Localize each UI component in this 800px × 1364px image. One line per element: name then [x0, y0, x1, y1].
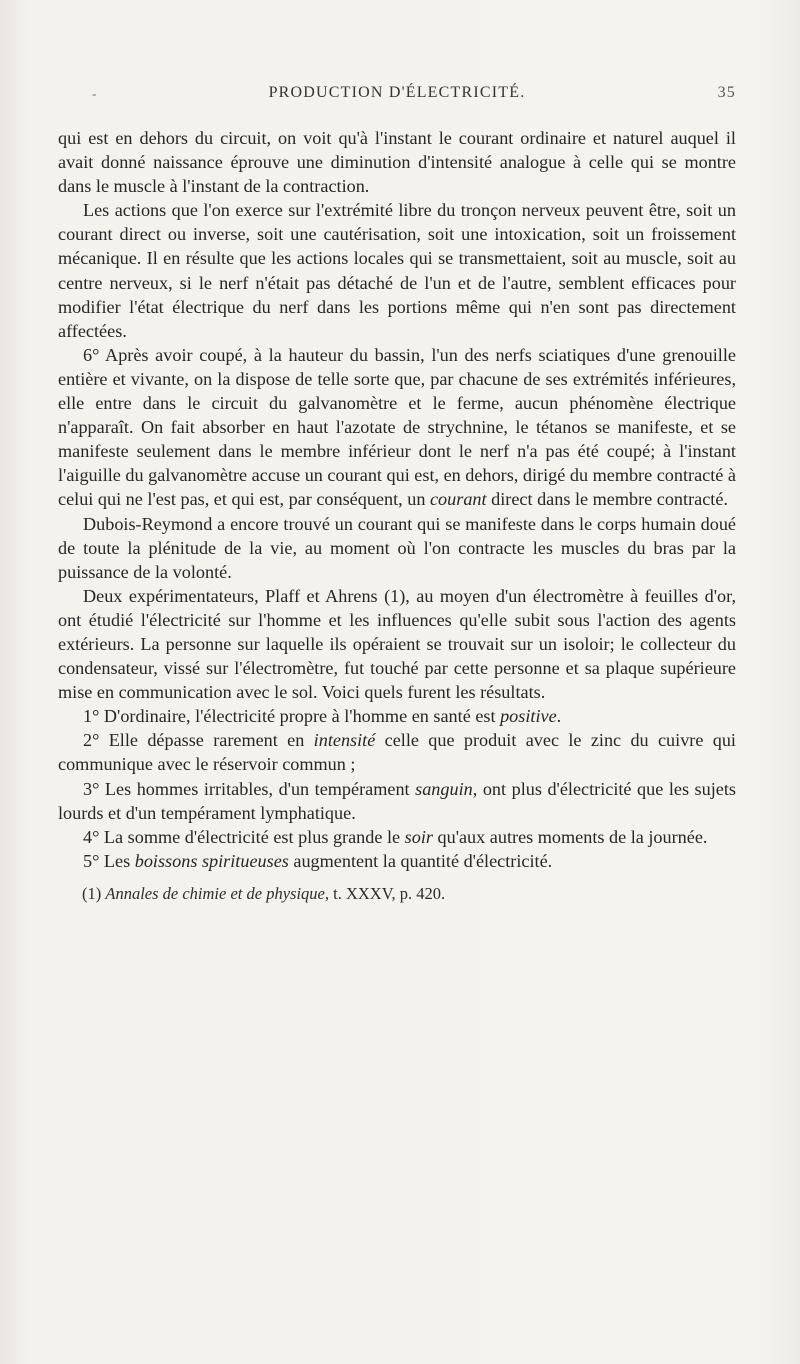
page-number: 35: [717, 84, 736, 101]
header-mark: -: [92, 86, 98, 101]
text-run: celle que produit avec le zinc du cuivre qui communique avec le réservoir commun ;: [58, 730, 736, 775]
italic-run: intensité: [313, 730, 376, 751]
text-run: augmentent la quantité d'électricité.: [288, 850, 553, 871]
paragraph: [58, 849, 736, 873]
italic-run: positive: [500, 706, 557, 727]
italic-run: boissons spiritueuses: [134, 850, 289, 871]
paragraph: [58, 777, 736, 825]
italic-run: sanguin: [415, 778, 473, 799]
text-run: 1° D'ordinaire, l'électricité propre à l'homme en santé est: [83, 706, 501, 727]
running-header: [58, 84, 736, 116]
footnote-marker: (1): [82, 883, 106, 903]
text-run: .: [556, 706, 562, 727]
paragraph: [58, 198, 736, 343]
text-run: 2° Elle dépasse rarement en: [83, 730, 314, 751]
running-title: PRODUCTION D'ÉLECTRICITÉ.: [268, 84, 526, 101]
text-run: Les actions que l'on exerce sur l'extrémité libre du tronçon nerveux peuvent être, soit un courant direct ou inverse, soit une cautérisation, soit une intoxication, soit un froissement mécanique. Il en résulte que les actions locales qui se transmettaient, soit au muscle, soit au centre nerveux, si le nerf n'était pas détaché de l'un et de l'autre, semblent efficaces pour modifier l'état électrique du nerf dans les portions même qui n'en sont pas directement affectées.: [58, 200, 736, 341]
paragraph: [58, 512, 736, 584]
text-run: 6° Après avoir coupé, à la hauteur du bassin, l'un des nerfs sciatiques d'une grenouille entière et vivante, on la dispose de telle sorte que, par chacune de ses extrémités inférieures, elle entre dans le circuit du galvanomètre et le ferme, aucun phénomène électrique n'apparaît. On fait absorber en haut l'azotate de strychnine, le tétanos se manifeste, et se manifeste seulement dans le membre inférieur dont le nerf n'a pas été coupé; à l'instant l'aiguille du galvanomètre accuse un courant qui est, en dehors, dirigé du membre contracté à celui qui ne l'est pas, et qui est, par conséquent, un: [58, 344, 736, 510]
text-run: 3° Les hommes irritables, d'un tempérament: [83, 778, 416, 799]
paragraph: [58, 825, 736, 849]
body-text: [58, 126, 736, 873]
italic-run: soir: [404, 826, 433, 847]
footnote: [58, 883, 736, 905]
text-run: 5° Les: [83, 850, 135, 871]
paragraph: [58, 343, 736, 512]
italic-run: courant: [429, 489, 487, 510]
paragraph: [58, 584, 736, 704]
text-run: qui est en dehors du circuit, on voit qu'à l'instant le courant ordinaire et naturel auquel il avait donné naissance éprouve une diminution d'intensité analogue à celle qui se montre dans le muscle à l'instant de la contraction.: [58, 128, 736, 197]
text-run: , ont plus d'électricité que les sujets lourds et d'un tempérament lymphatique.: [58, 778, 736, 823]
text-run: Deux expérimentateurs, Plaff et Ahrens (1), au moyen d'un électromètre à feuilles d'or, ont étudié l'électricité sur l'homme et les influences qu'elle subit sous l'action des agents extérieurs. La personne sur laquelle ils opéraient se trouvait sur un isoloir; le collecteur du condensateur, vissé sur l'électromètre, fut touché par cette personne et sa plaque supérieure mise en communication avec le sol. Voici quels furent les résultats.: [58, 585, 736, 703]
paragraph: [58, 728, 736, 776]
paragraph: [58, 126, 736, 198]
text-run: 4° La somme d'électricité est plus grande le: [83, 826, 405, 847]
text-run: Dubois-Reymond a encore trouvé un courant qui se manifeste dans le corps humain doué de toute la plénitude de la vie, au moment où l'on contracte les muscles du bras par la puissance de la volonté.: [58, 513, 736, 582]
footnote-source: Annales de chimie et de physique: [105, 883, 325, 903]
footnote-rest: , t. XXXV, p. 420.: [324, 883, 446, 903]
paragraph: [58, 704, 736, 728]
text-run: qu'aux autres moments de la journée.: [432, 826, 708, 847]
text-run: direct dans le membre contracté.: [486, 489, 728, 510]
